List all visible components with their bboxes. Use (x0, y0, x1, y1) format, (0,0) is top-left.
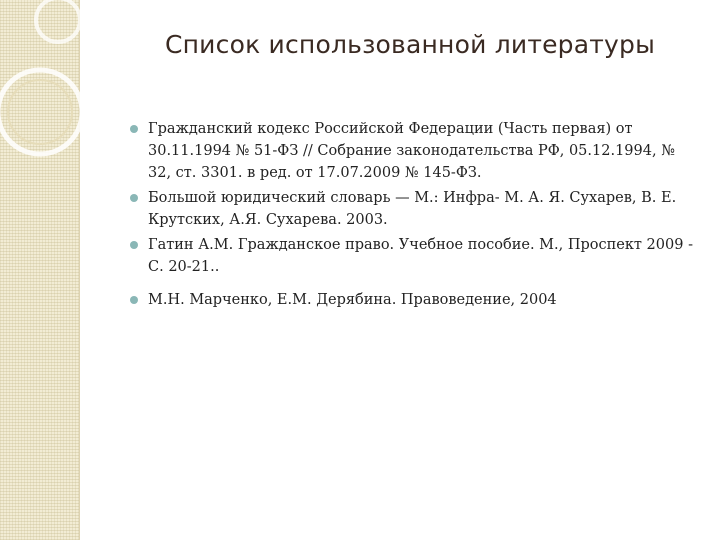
list-item (130, 234, 700, 278)
bullet-icon (130, 194, 138, 202)
bullet-icon (130, 125, 138, 133)
reference-text: М.Н. Марченко, Е.М. Дерябина. Правоведение, 2004 (148, 292, 557, 308)
slide-title: Список использованной литературы (164, 30, 656, 59)
reference-list (130, 118, 700, 314)
reference-text: Гатин А.М. Гражданское право. Учебное пособие. М., Проспект 2009 - С. 20-21.. (148, 237, 693, 275)
list-item (130, 118, 700, 184)
bullet-icon (130, 296, 138, 304)
reference-text: Гражданский кодекс Российской Федерации (Часть первая) от 30.11.1994 № 51-ФЗ // Собрание законодательства РФ, 05.12.1994, № 32, ст. 3301. в ред. от 17.07.2009 № 145-ФЗ. (148, 121, 675, 181)
list-item (130, 187, 700, 231)
list-item (130, 289, 700, 311)
circle-ornament-icon (0, 0, 80, 160)
bullet-icon (130, 241, 138, 249)
reference-text: Большой юридический словарь — М.: Инфра- М. А. Я. Сухарев, В. Е. Крутских, А.Я. Сухарева. 2003. (148, 190, 677, 228)
